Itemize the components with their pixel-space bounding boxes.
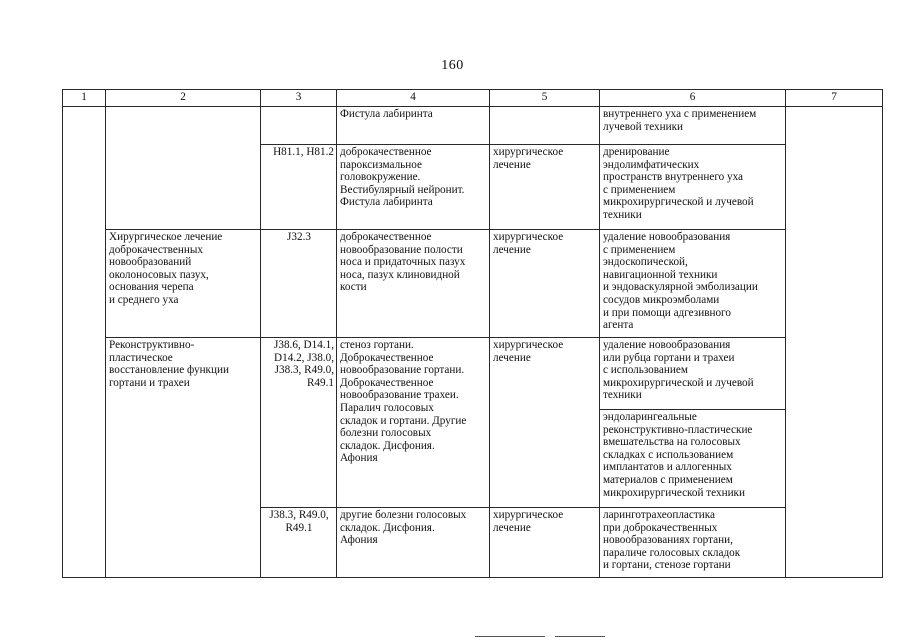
table-header-row: [63, 90, 883, 107]
cell-col3: J32.3: [261, 230, 337, 338]
cell-col4: доброкачественное пароксизмальное головокружение. Вестибулярный нейронит. Фистула лабиринта: [337, 145, 490, 230]
cell-col6: ларинготрахеопластика при доброкачественных новообразованиях гортани, параличе голосовых складок и гортани, стенозе гортани: [600, 508, 786, 578]
cell-col6: удаление новообразования или рубца гортани и трахеи с использованием микрохирургической и лучевой техники: [600, 338, 786, 410]
cell-col6: дренирование эндолимфатических пространств внутреннего уха с применением микрохирургической и лучевой техники: [600, 145, 786, 230]
cell-col5: хирургическое лечение: [490, 338, 600, 508]
cell-col3: J38.3, R49.0, R49.1: [261, 508, 337, 578]
cell-col2: Реконструктивно- пластическое восстановление функции гортани и трахеи: [106, 338, 261, 578]
cell-col3: H81.1, H81.2: [261, 145, 337, 230]
header-cell: 4: [337, 90, 490, 107]
header-cell: 3: [261, 90, 337, 107]
page-number: 160: [441, 58, 464, 73]
scan-artifact: [555, 636, 605, 637]
cell-col3: [261, 107, 337, 145]
cell-col3: J38.6, D14.1, D14.2, J38.0, J38.3, R49.0, R49.1: [261, 338, 337, 508]
cell-col4: стеноз гортани. Доброкачественное новообразование гортани. Доброкачественное новообразование трахеи. Паралич голосовых складок и гортани. Другие болезни голосовых складок. Дисфония. Афония: [337, 338, 490, 508]
cell-col5: хирургическое лечение: [490, 230, 600, 338]
cell-col4: другие болезни голосовых складок. Дисфония. Афония: [337, 508, 490, 578]
header-cell: 7: [786, 90, 883, 107]
cell-col4: Фистула лабиринта: [337, 107, 490, 145]
table-row: [63, 107, 883, 145]
header-cell: 5: [490, 90, 600, 107]
cell-col6: внутреннего уха с применением лучевой техники: [600, 107, 786, 145]
header-cell: 1: [63, 90, 106, 107]
cell-col7: [786, 107, 883, 578]
scan-artifact: [475, 636, 545, 637]
cell-col5: хирургическое лечение: [490, 508, 600, 578]
medical-services-table: [62, 89, 883, 578]
header-cell: 6: [600, 90, 786, 107]
table-row: [63, 338, 883, 410]
cell-col4: доброкачественное новообразование полости носа и придаточных пазух носа, пазух клиновидной кости: [337, 230, 490, 338]
cell-col5: [490, 107, 600, 145]
cell-col6: эндоларингеальные реконструктивно-пластические вмешательства на голосовых складках с использованием имплантатов и аллогенных материалов с применением микрохирургической техники: [600, 410, 786, 508]
cell-col5: хирургическое лечение: [490, 145, 600, 230]
cell-col2: Хирургическое лечение доброкачественных новообразований околоносовых пазух, основания черепа и среднего уха: [106, 230, 261, 338]
cell-col1: [63, 107, 106, 578]
header-cell: 2: [106, 90, 261, 107]
cell-col2: [106, 107, 261, 230]
table-row: [63, 230, 883, 338]
cell-col6: удаление новообразования с применением эндоскопической, навигационной техники и эндоваскулярной эмболизации сосудов микроэмболами и при помощи адгезивного агента: [600, 230, 786, 338]
